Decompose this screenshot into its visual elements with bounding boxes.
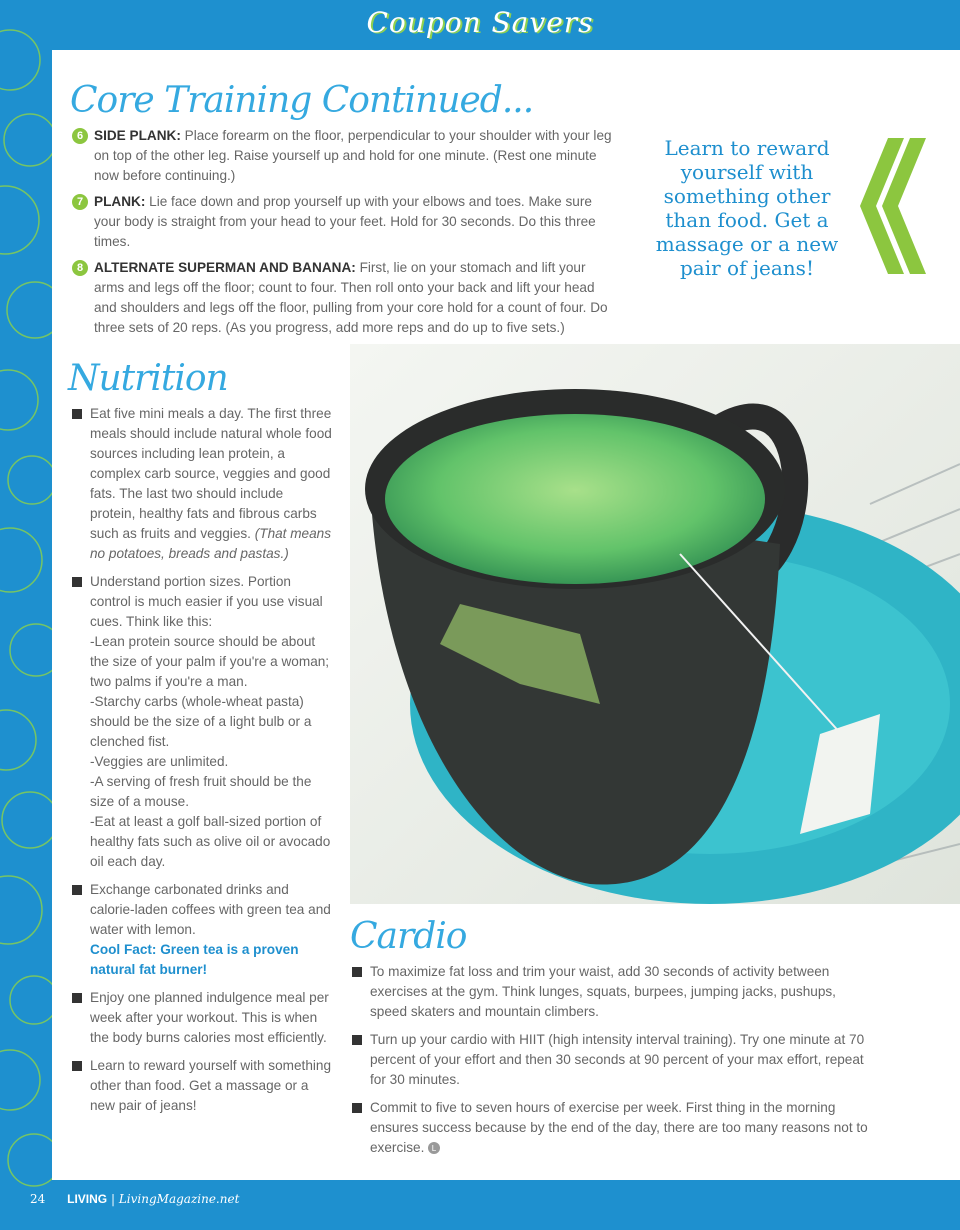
step-number: 6 — [72, 128, 88, 144]
sub-item: -A serving of fresh fruit should be the size of a mouse. — [90, 774, 312, 809]
step-label: PLANK: — [94, 194, 146, 209]
step-item — [72, 192, 612, 252]
bullet-icon — [72, 577, 82, 587]
sub-item: -Veggies are unlimited. — [90, 754, 229, 769]
list-item — [72, 572, 332, 872]
nutrition-title: Nutrition — [68, 358, 228, 399]
magazine-name: LIVING — [67, 1192, 108, 1206]
item-text: To maximize fat loss and trim your waist, add 30 seconds of activity between exercises at the gym. Think lunges, squats, burpees, jumping jacks, pushups, speed skaters and mountain climbers. — [370, 964, 836, 1019]
page-footer — [30, 1192, 239, 1206]
footer-separator: | — [110, 1192, 115, 1206]
svg-text:L: L — [431, 1144, 437, 1154]
item-text: Eat five mini meals a day. The first three meals should include natural whole food sources including lean protein, a complex carb source, veggies and good fats. The last two should include protein, healthy fats and fibrous carbs such as fruits and veggies. — [90, 406, 332, 541]
step-text: First, lie on your stomach and lift your arms and legs off the floor; count to four. Then roll onto your back and lift your head and shoulders and legs off the floor, pulling from your core hold for a count of four. Do three sets of 20 reps. (As you progress, add more reps and do up to five sets.) — [94, 260, 608, 335]
page-number: 24 — [30, 1192, 46, 1206]
magazine-page — [52, 50, 960, 1180]
item-text: Understand portion sizes. Portion control is much easier if you use visual cues. Think like this: — [90, 574, 323, 629]
section-header: Coupon Savers — [366, 6, 594, 39]
list-item — [352, 962, 872, 1022]
step-number: 7 — [72, 194, 88, 210]
decorative-circles — [0, 0, 60, 1230]
item-italic: (That means no potatoes, breads and pastas.) — [90, 526, 332, 561]
item-text: Learn to reward yourself with something other than food. Get a massage or a new pair of jeans! — [90, 1058, 332, 1113]
list-item — [72, 404, 332, 564]
step-label: ALTERNATE SUPERMAN AND BANANA: — [94, 260, 356, 275]
list-item — [72, 988, 332, 1048]
list-item — [352, 1030, 872, 1090]
sub-item: -Starchy carbs (whole-wheat pasta) should be the size of a light bulb or a clenched fist. — [90, 694, 312, 749]
list-item — [72, 1056, 332, 1116]
end-mark-icon — [428, 1142, 440, 1154]
step-number: 8 — [72, 260, 88, 276]
step-text: Lie face down and prop yourself up with your elbows and toes. Make sure your body is straight from your head to your feet. Hold for 30 seconds. Do this three times. — [94, 194, 596, 249]
website-link[interactable]: LivingMagazine.net — [118, 1192, 240, 1206]
core-training-title: Core Training Continued... — [70, 80, 534, 121]
item-text: Enjoy one planned indulgence meal per week after your workout. This is when the body burns calories most efficiently. — [90, 990, 329, 1045]
step-item — [72, 258, 612, 338]
sub-item: -Eat at least a golf ball-sized portion of healthy fats such as olive oil or avocado oil each day. — [90, 814, 331, 869]
bullet-icon — [72, 885, 82, 895]
sub-item: -Lean protein source should be about the size of your palm if you're a woman; two palms if you're a man. — [90, 634, 330, 689]
cardio-list — [352, 962, 872, 1166]
nutrition-list — [72, 404, 332, 1124]
cool-fact: Cool Fact: Green tea is a proven natural fat burner! — [90, 942, 299, 977]
list-item — [72, 880, 332, 980]
item-text: Commit to five to seven hours of exercise per week. First thing in the morning ensures success because by the end of the day, there are too many reasons not to exercise. — [370, 1100, 868, 1155]
core-steps — [72, 126, 612, 344]
green-tea-photo — [350, 344, 960, 904]
item-text: Turn up your cardio with HIIT (high intensity interval training). Try one minute at 70 percent of your effort and then 30 seconds at 90 percent of your max effort, repeat for 30 minutes. — [370, 1032, 865, 1087]
step-item — [72, 126, 612, 186]
step-label: SIDE PLANK: — [94, 128, 181, 143]
item-text: Exchange carbonated drinks and calorie-laden coffees with green tea and water with lemon. — [90, 882, 331, 937]
step-text: Place forearm on the floor, perpendicular to your shoulder with your leg on top of the other leg. Raise yourself up and hold for one minute. (Rest one minute now before continuing.) — [94, 128, 612, 183]
bullet-icon — [352, 967, 362, 977]
chevron-left-icon — [854, 138, 926, 274]
bullet-icon — [352, 1103, 362, 1113]
pull-quote: Learn to reward yourself with something other than food. Get a massage or a new pair of jeans! — [655, 136, 839, 280]
bullet-icon — [72, 993, 82, 1003]
bullet-icon — [352, 1035, 362, 1045]
cardio-title: Cardio — [350, 916, 467, 957]
bullet-icon — [72, 409, 82, 419]
list-item — [352, 1098, 872, 1158]
bullet-icon — [72, 1061, 82, 1071]
